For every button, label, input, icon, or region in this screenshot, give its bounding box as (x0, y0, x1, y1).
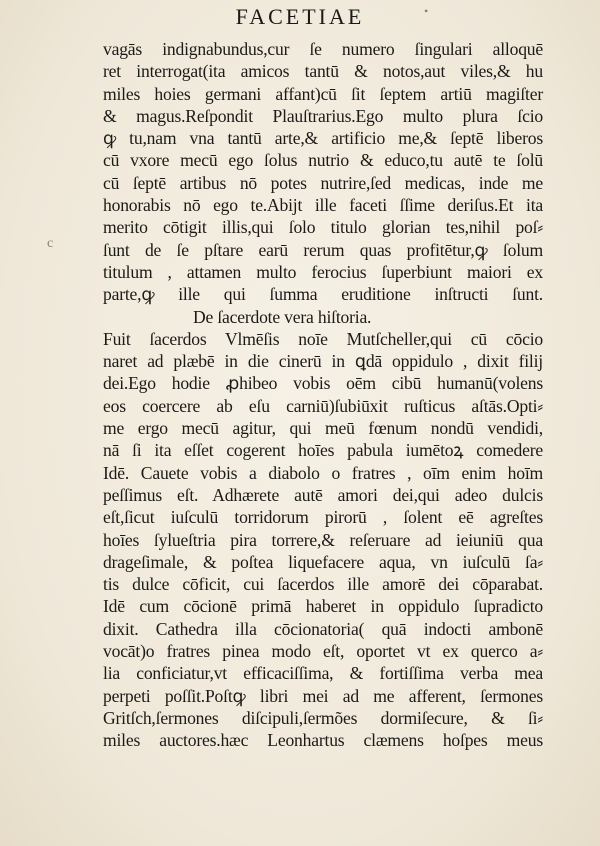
text-line: miles hoies germani affant)cū ſit ſeptem artiū magiſter (103, 83, 543, 104)
text-line: eſt,ſicut iuſculū torridorum pirorū , ſolent eē agreſtes (103, 507, 543, 528)
text-line: honorabis nō ego te.Abijt ille faceti ſſime deriſus.Et ita (103, 195, 543, 216)
main-text-block (103, 38, 543, 752)
text-line: perpeti poſſit.Poſtꝙ libri mei ad me afferent, ſermones (103, 685, 543, 706)
text-line: merito cōtigit illis,qui ſolo titulo glorian tes,nihil poſ⸗ (103, 217, 543, 238)
text-line: drageſimale, & poſtea liquefacere aqua, vn iuſculū ſa⸗ (103, 551, 543, 572)
text-line: lia conficiatur,vt efficaciſſima, & fortiſſima verba mea (103, 663, 543, 684)
text-line: miles auctores.hæc Leonhartus clæmens hoſpes meus (103, 730, 543, 751)
running-head: FACETIAE (235, 4, 365, 29)
text-line: tis dulce cōficit, cui ſacerdos ille amorē dei cōparabat. (103, 574, 543, 595)
text-line: hoīes ſylueſtria pira torrere,& reſeruare ad ieiuniū qua (103, 529, 543, 550)
ink-speck: • (424, 4, 429, 18)
text-line: nā ſi ita eſſet cogerent hoīes pabula iumētoꝝ comedere (103, 440, 543, 461)
section-heading: De ſacerdote vera hiſtoria. (193, 306, 372, 327)
text-line: parte,ꝙ ille qui ſumma eruditione inſtructi ſunt. (103, 284, 543, 305)
text-line: titulum , attamen multo ferocius ſuperbiunt maiori ex (103, 261, 543, 282)
text-line: ret interrogat(ita amicos tantū & notos,aut viles,& hu (103, 61, 543, 82)
text-line: Fuit ſacerdos Vlmēſis noīe Mutſcheller,qui cū cōcio (103, 328, 543, 349)
text-line: ꝙ tu,nam vna tantū arte,& artificio me,& ſeptē liberos (103, 128, 543, 149)
text-line: Idē. Cauete vobis a diabolo o fratres , oīm enim hoīm (103, 462, 543, 483)
binding-hole-mark: c (47, 236, 54, 251)
text-line: dixit. Cathedra illa cōcionatoria( quā indocti ambonē (103, 618, 543, 639)
text-line: me ergo mecū agitur, qui meū fœnum nondū vendidi, (103, 418, 543, 439)
text-line: eos coercere ab eſu carniū)ſubiūxit ruſticus aſtās.Opti⸗ (103, 395, 543, 416)
text-line: cū ſeptē artibus nō potes nutrire,ſed medicas, inde me (103, 172, 543, 193)
text-line: vocāt)o fratres pinea modo eſt, oportet vt ex querco a⸗ (103, 641, 543, 662)
text-line: naret ad plæbē in die cinerū in ꝗdā oppidulo , dixit filij (103, 351, 543, 372)
text-line: ſunt de ſe pſtare earū rerum quas profitētur,ꝙ ſolum (103, 239, 543, 260)
text-line: & magus.Reſpondit Plauſtrarius.Ego multo plura ſcio (103, 105, 543, 126)
text-line: peſſimus eſt. Adhærete autē amori dei,qui adeo dulcis (103, 484, 543, 505)
text-line: vagās indignabundus,cur ſe numero ſingulari alloquē (103, 39, 543, 59)
text-line: cū vxore mecū ego ſolus nutrio & educo,tu autē te ſolū (103, 150, 543, 171)
text-line: Idē cum cōcionē primā haberet in oppidulo ſupradicto (103, 596, 543, 617)
text-line: Gritſch,ſermones diſcipuli,ſermões dormiſecure, & ſi⸗ (103, 707, 543, 728)
text-line: dei.Ego hodie ꝓhibeo vobis oēm cibū humanū(volens (103, 373, 543, 394)
